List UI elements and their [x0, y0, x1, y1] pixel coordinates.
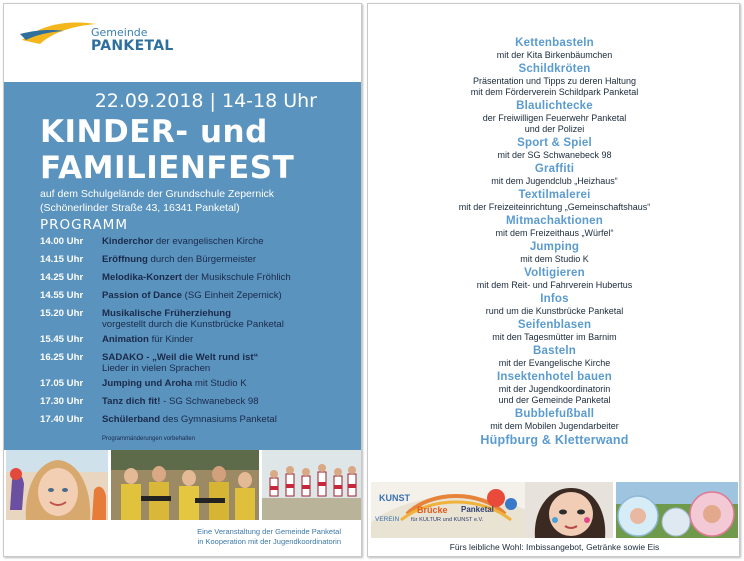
schedule-row — [40, 334, 360, 352]
schedule-row — [40, 254, 360, 272]
activity-title: Blaulichtecke — [516, 100, 593, 112]
event-title-line2: FAMILIENFEST — [40, 150, 295, 186]
activity-item — [368, 240, 740, 265]
schedule-act: Animation — [102, 334, 149, 345]
panketal-swoosh-icon — [18, 14, 98, 54]
schedule-note: Programmänderungen vorbehalten — [102, 436, 196, 442]
schedule-act: Melodika-Konzert — [102, 272, 182, 283]
flyer-front-page — [3, 3, 362, 557]
activity-desc: rund um die Kunstbrücke Panketal — [485, 306, 624, 316]
schedule-row — [40, 308, 360, 334]
schedule-detail: mit Studio K — [192, 378, 247, 389]
schedule-time: 14.25 Uhr — [40, 272, 84, 283]
logo-subtitle: für KULTUR und KUNST e.V. — [411, 517, 484, 523]
activity-title: Sport & Spiel — [517, 137, 592, 149]
logo-kunst-text: KUNST — [379, 493, 410, 503]
schedule-act: Schülerband — [102, 414, 161, 425]
activity-item — [368, 266, 740, 291]
activity-title: Voltigieren — [524, 267, 585, 279]
schedule-time: 17.40 Uhr — [40, 414, 84, 425]
activity-item — [368, 162, 740, 187]
venue-line2: (Schönerlinder Straße 43, 16341 Panketal) — [40, 202, 240, 214]
schedule-row — [40, 396, 360, 414]
activity-item — [368, 99, 740, 135]
activity-item — [368, 214, 740, 239]
logo-panketal-text: Panketal — [461, 505, 494, 514]
activity-desc: mit der SG Schwanebeck 98 — [497, 150, 612, 160]
sponsor-photo-strip — [368, 482, 740, 538]
activity-item — [368, 318, 740, 343]
schedule-act: Kinderchor — [102, 236, 154, 247]
schedule-time: 14.55 Uhr — [40, 290, 84, 301]
organizer-line2: in Kooperation mit der Jugendkoordinatorin — [197, 537, 341, 546]
activity-desc: mit dem Reit- und Fahrverein Hubertus — [476, 280, 633, 290]
schedule-text — [102, 414, 360, 425]
logo-panketal-text: PANKETAL — [91, 38, 174, 54]
schedule-text — [102, 290, 360, 301]
activity-item — [368, 292, 740, 317]
schedule-row — [40, 272, 360, 290]
activity-title: Infos — [540, 293, 569, 305]
photo-face-painting — [525, 482, 613, 538]
schedule-text — [102, 272, 360, 283]
activity-desc: Präsentation und Tipps zu deren Haltung — [472, 76, 637, 86]
photo-children-band — [111, 450, 259, 520]
activity-desc: mit dem Jugendclub „Heizhaus“ — [491, 176, 618, 186]
schedule-text — [102, 378, 360, 389]
schedule-row — [40, 352, 360, 378]
schedule-act: SADAKO - „Weil die Welt rund ist“ — [102, 352, 259, 363]
schedule-act: Jumping und Aroha — [102, 378, 193, 389]
schedule-time: 16.25 Uhr — [40, 352, 84, 363]
activity-desc: mit der Freizeiteinrichtung „Gemeinschaftshaus“ — [458, 202, 651, 212]
schedule-act: Passion of Dance — [102, 290, 182, 301]
schedule-time: 17.05 Uhr — [40, 378, 84, 389]
activity-item — [368, 188, 740, 213]
schedule-text — [102, 334, 360, 345]
activity-item — [368, 344, 740, 369]
schedule-detail: der evangelischen Kirche — [153, 236, 264, 247]
activity-title: Jumping — [529, 241, 580, 253]
schedule-row — [40, 290, 360, 308]
activity-item — [368, 370, 740, 406]
activity-desc: und der Polizei — [524, 124, 585, 134]
program-schedule — [40, 236, 360, 432]
schedule-detail: (SG Einheit Zepernick) — [181, 290, 282, 301]
logo-verein-text: VEREIN — [375, 516, 400, 523]
activity-item — [368, 407, 740, 432]
activity-desc: und der Gemeinde Panketal — [498, 395, 611, 405]
program-heading: PROGRAMM — [40, 217, 128, 233]
schedule-detail: für Kinder — [148, 334, 194, 345]
photo-bubble-football — [616, 482, 738, 538]
activity-item — [368, 136, 740, 161]
schedule-text — [102, 396, 360, 407]
activity-item — [368, 36, 740, 61]
event-date: 22.09.2018 | 14-18 Uhr — [94, 90, 317, 112]
kunstbruecke-logo — [371, 482, 531, 538]
activity-title: Graffiti — [534, 163, 575, 175]
event-title-line1: KINDER- und — [40, 114, 268, 150]
activity-desc: mit der Jugendkoordinatorin — [498, 384, 611, 394]
activity-item — [368, 433, 740, 447]
activities-list — [368, 36, 740, 448]
activity-desc: der Freiwilligen Feuerwehr Panketal — [482, 113, 627, 123]
schedule-row — [40, 378, 360, 396]
activity-desc: mit der Evangelische Kirche — [498, 358, 611, 368]
activity-title: Kettenbasteln — [515, 37, 594, 49]
panketal-logo — [18, 14, 178, 54]
schedule-detail: - SG Schwanebeck 98 — [160, 396, 259, 407]
schedule-text — [102, 308, 360, 330]
activity-title: Seifenblasen — [517, 319, 592, 331]
schedule-time: 14.00 Uhr — [40, 236, 84, 247]
schedule-act: Tanz dich fit! — [102, 396, 161, 407]
schedule-time: 17.30 Uhr — [40, 396, 84, 407]
schedule-detail: des Gymnasiums Panketal — [160, 414, 277, 425]
schedule-row — [40, 236, 360, 254]
venue-line1: auf dem Schulgelände der Grundschule Zepernick — [40, 188, 275, 200]
activity-item — [368, 62, 740, 98]
schedule-act: Musikalische Früherziehung — [102, 308, 232, 319]
logo-gemeinde-text: Gemeinde — [91, 26, 148, 39]
activity-desc: mit der Kita Birkenbäumchen — [496, 50, 613, 60]
activity-title: Bubblefußball — [514, 408, 595, 420]
schedule-text — [102, 352, 360, 374]
schedule-act: Eröffnung — [102, 254, 148, 265]
logo-bruecke-text: Brücke — [417, 505, 448, 515]
activity-title: Textilmalerei — [518, 189, 591, 201]
activity-desc: mit dem Mobilen Jugendarbeiter — [490, 421, 619, 431]
photo-dance-group — [262, 450, 361, 520]
activity-desc: mit dem Studio K — [520, 254, 589, 264]
flyer-back-page — [367, 3, 740, 557]
schedule-subline: vorgestellt durch die Kunstbrücke Panketal — [102, 319, 284, 330]
schedule-time: 14.15 Uhr — [40, 254, 84, 265]
activity-title: Hüpfburg & Kletterwand — [480, 433, 629, 447]
schedule-subline: Lieder in vielen Sprachen — [102, 363, 211, 374]
schedule-detail: der Musikschule Fröhlich — [181, 272, 291, 283]
activity-desc: mit dem Förderverein Schildpark Panketal — [470, 87, 639, 97]
schedule-row — [40, 414, 360, 432]
schedule-time: 15.20 Uhr — [40, 308, 84, 319]
schedule-text — [102, 236, 360, 247]
photo-child-face-paint — [6, 450, 108, 520]
photo-strip — [6, 450, 361, 520]
schedule-detail: durch den Bürgermeister — [147, 254, 257, 265]
catering-note: Fürs leibliche Wohl: Imbissangebot, Getränke sowie Eis — [449, 542, 660, 552]
organizer-line1: Eine Veranstaltung der Gemeinde Panketal — [197, 527, 341, 536]
activity-desc: mit dem Freizeithaus „Würfel“ — [495, 228, 614, 238]
activity-title: Insektenhotel bauen — [497, 371, 612, 383]
activity-title: Schildkröten — [518, 63, 591, 75]
schedule-time: 15.45 Uhr — [40, 334, 84, 345]
activity-desc: mit den Tagesmütter im Barnim — [492, 332, 617, 342]
activity-title: Mitmachaktionen — [506, 215, 603, 227]
activity-title: Basteln — [533, 345, 576, 357]
schedule-text — [102, 254, 360, 265]
